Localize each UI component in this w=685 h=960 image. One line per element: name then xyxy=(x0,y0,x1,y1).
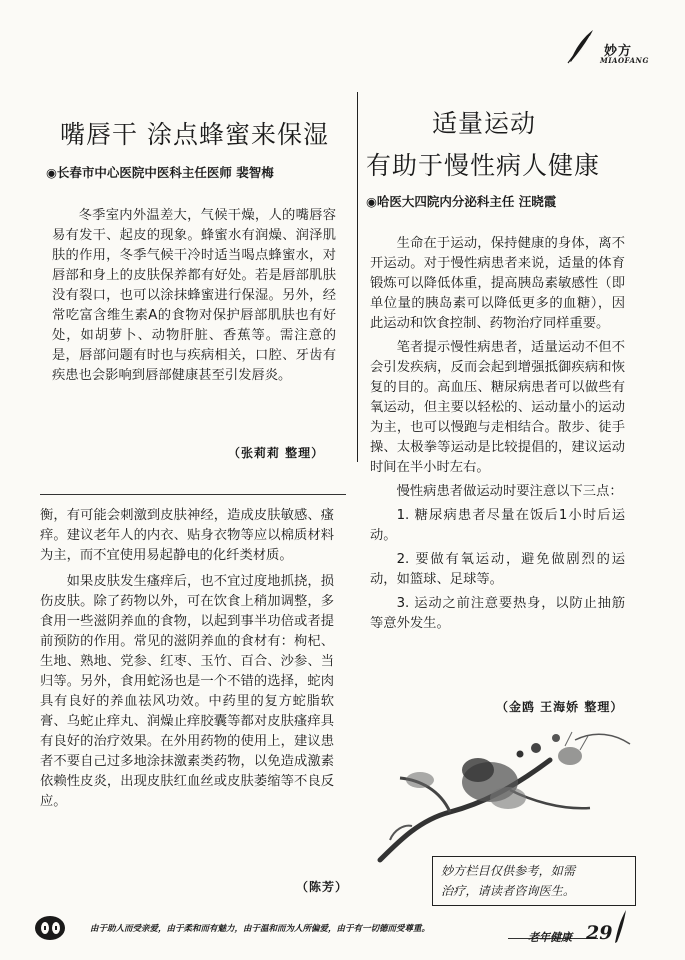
article2-title-line1: 适量运动 xyxy=(432,109,537,138)
article1-paragraph: 冬季室内外温差大，气候干燥，人的嘴唇容易有发干、起皮的现象。蜂蜜水有润燥、润泽肌肤的作用，冬季气候干冷时适当喝点蜂蜜水，对唇部和身上的皮肤保养都有好处。若是唇部肌肤没有裂口，也可以涂抹蜂蜜进行保湿。另外，经常吃富含维生素A的食物对保护唇部肌肤也有好处，如胡萝卜、动物肝脏、香蕉等。需注意的是，唇部问题有时也与疾病相关，口腔、牙齿有疾患也会影响到唇部健康甚至引发唇炎。 xyxy=(52,208,336,383)
column-divider xyxy=(357,92,358,462)
footer-emblem-icon xyxy=(34,915,66,941)
footer-feather-icon xyxy=(612,908,628,944)
feather-logo-icon xyxy=(566,28,596,64)
page-number: 29 xyxy=(586,922,613,944)
article1-credit: （张莉莉 整理） xyxy=(228,446,325,460)
section-pinyin: MIAOFANG xyxy=(600,56,649,65)
article2-paragraph: 生命在于运动，保持健康的身体，离不开运动。对于慢性病患者来说，适量的体育锻炼可以降低体重，提高胰岛素敏感性（即单位量的胰岛素可以降低更多的血糖），因此运动和饮食控制、药物治疗同样重要。 xyxy=(370,236,625,331)
article2-title-line2: 有助于慢性病人健康 xyxy=(366,151,601,180)
editorial-notice xyxy=(432,856,636,906)
article1-byline: ◉长春市中心医院中医科主任医师 裴智梅 xyxy=(46,165,274,180)
article2-paragraph: 笔者提示慢性病患者，适量运动不但不会引发疾病，反而会起到增强抵御疾病和恢复的目的。高血压、糖尿病患者可以做些有氧运动，但主要以轻松的、运动量小的运动为主，也可以慢跑与走相结合。散步、徒手操、太极拳等运动是比较提倡的，建议运动时间在半小时左右。 xyxy=(370,340,625,475)
continued-article-credit: （陈芳） xyxy=(296,880,349,894)
ink-flower-illustration xyxy=(360,720,650,870)
article1-title: 嘴唇干 涂点蜂蜜来保湿 xyxy=(60,120,329,149)
continued-article-body xyxy=(40,506,334,812)
section-name: 妙方 xyxy=(604,44,633,59)
article2-list-item: 1. 糖尿病患者尽量在饭后1小时后运动。 xyxy=(370,508,625,543)
notice-line: 治疗，请读者咨询医生。 xyxy=(441,884,576,898)
notice-line: 妙方栏目仅供参考，如需 xyxy=(441,864,576,878)
footer-magazine-name: 老年健康 xyxy=(528,931,572,944)
section-divider xyxy=(40,494,346,495)
footer-motto: 由于助人而受亲爱，由于柔和而有魅力，由于温和而为人所偏爱，由于有一切德而受尊重。 xyxy=(90,924,431,934)
continued-paragraph: 如果皮肤发生瘙痒后，也不宜过度地抓挠，损伤皮肤。除了药物以外，可在饮食上稍加调整，多食用一些滋阴养血的食物，以起到事半功倍或者提前预防的作用。常见的滋阴养血的食材有：枸杞、生地、熟地、党参、红枣、玉竹、百合、沙参、当归等。另外，食用蛇汤也是一个不错的选择，蛇肉具有良好的养血祛风功效。中药里的复方蛇脂软膏、乌蛇止痒丸、润燥止痒胶囊等都对皮肤瘙痒具有良好的治疗效果。在外用药物的使用上，建议患者不要自己过多地涂抹激素类药物，以免造成激素依赖性皮炎，出现皮肤红血丝或皮肤萎缩等不良反应。 xyxy=(40,574,334,809)
article2-paragraph: 慢性病患者做运动时要注意以下三点： xyxy=(396,484,623,499)
article1-body xyxy=(52,206,336,386)
article2-list-item: 3. 运动之前注意要热身，以防止抽筋等意外发生。 xyxy=(370,596,625,631)
article2-credit: （金鸥 王海娇 整理） xyxy=(496,700,624,714)
article2-byline: ◉哈医大四院内分泌科主任 汪晓霞 xyxy=(366,194,557,209)
continued-paragraph: 衡，有可能会刺激到皮肤神经，造成皮肤敏感、瘙痒。建议老年人的内衣、贴身衣物等应以棉质材料为主，而不宜使用易起静电的化纤类材质。 xyxy=(40,508,334,563)
article2-body xyxy=(370,234,625,634)
article2-list-item: 2. 要做有氧运动，避免做剧烈的运动，如篮球、足球等。 xyxy=(370,552,625,587)
